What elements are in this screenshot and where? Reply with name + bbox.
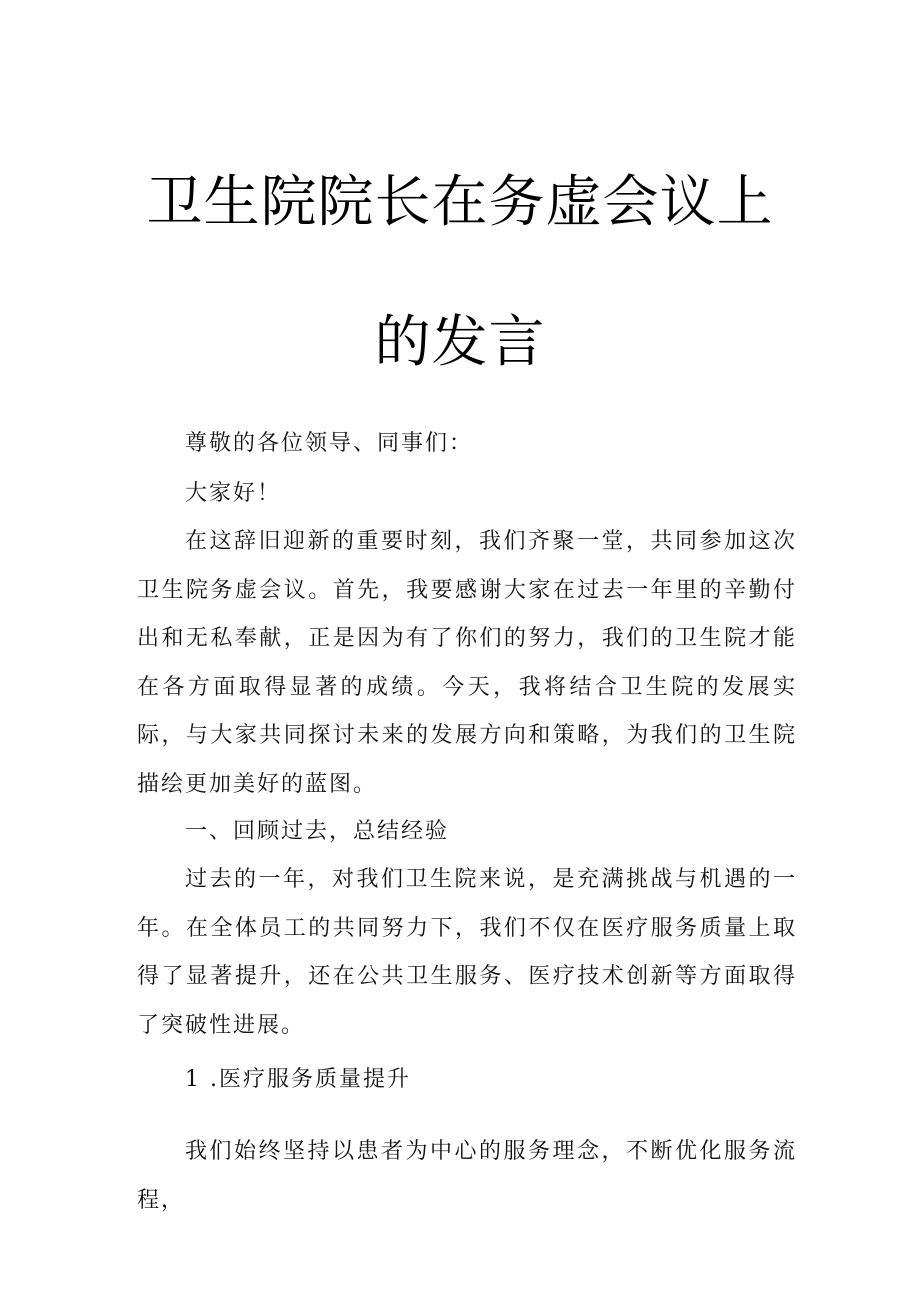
document-title-line-1: 卫生院院长在务虚会议上 [146,170,774,235]
intro-paragraph: 在这辞旧迎新的重要时刻，我们齐聚一堂，共同参加这次卫生院务虚会议。首先，我要感谢大家在过去一年里的辛勤付出和无私奉献，正是因为有了你们的努力，我们的卫生院才能在各方面取得显著的成绩。今天，我将结合卫生院的发展实际，与大家共同探讨未来的发展方向和策略，为我们的卫生院描绘更加美好的蓝图。 [137,529,797,797]
past-year-paragraph: 过去的一年，对我们卫生院来说，是充满挑战与机遇的一年。在全体员工的共同努力下，我们不仅在医疗服务质量上取得了显著提升，还在公共卫生服务、医疗技术创新等方面取得了突破性进展。 [137,867,797,1038]
hello-paragraph: 大家好！ [185,481,282,506]
subsection-heading-service-quality: 1 .医疗服务质量提升 [185,1067,411,1092]
section-heading-review: 一、回顾过去，总结经验 [185,819,450,844]
document-title-line-2: 的发言 [374,310,546,375]
service-paragraph: 我们始终坚持以患者为中心的服务理念，不断优化服务流程， [137,1139,797,1213]
greeting-paragraph: 尊敬的各位领导、同事们： [185,431,474,456]
